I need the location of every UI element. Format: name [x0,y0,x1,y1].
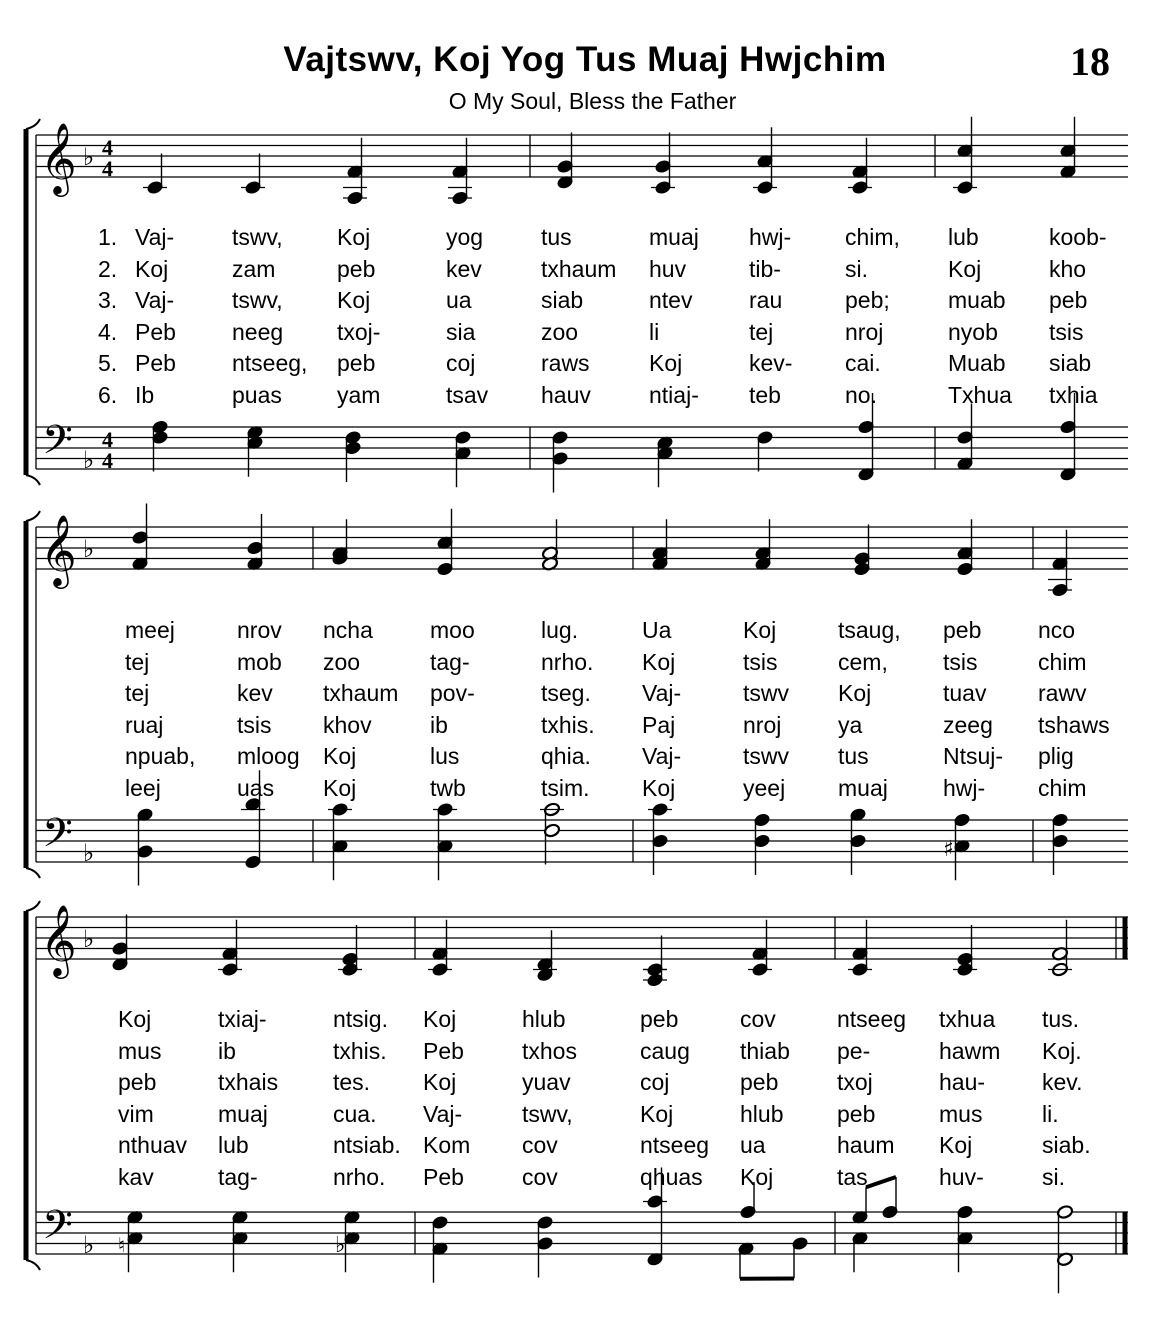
lyric-syllable: cai. [845,350,881,376]
lyric-syllable: caug [640,1037,690,1064]
lyric-syllable: mloog [237,743,300,769]
lyric-syllable: Txhua [948,381,1012,408]
lyric-syllable: Peb [135,350,176,376]
lyric-syllable: txhia [1049,381,1098,408]
lyric-syllable: rau [749,287,783,313]
lyric-syllable: ib [430,711,448,738]
lyric-syllable: li. [1042,1100,1059,1127]
lyric-syllable: kev- [749,350,793,376]
lyric-syllable: ntev [649,287,693,313]
lyric-syllable: Ua [642,617,672,643]
lyric-syllable: ntsiab. [333,1132,401,1158]
lyric-syllable: haum [837,1132,895,1158]
lyric-syllable: Koj [337,224,371,250]
lyric-syllable: yam [337,381,381,408]
time-signature: 4 [102,448,113,473]
lyric-syllable: peb [740,1069,779,1095]
lyric-syllable: li [649,318,660,345]
lyric-syllable: Peb [135,318,176,345]
lyric-syllable: tib- [749,255,781,282]
time-signature: 4 [102,427,113,452]
lyric-syllable: tswv, [522,1100,573,1127]
lyric-syllable: Muab [948,350,1006,376]
lyric-syllable: huv [649,255,687,282]
bass-clef-icon: 𝄢 [42,1202,73,1258]
lyric-syllable: nrho. [333,1163,386,1190]
lyric-syllable: tswv, [232,287,283,313]
hymn-subtitle: O My Soul, Bless the Father [448,88,737,114]
lyric-syllable: txhaum [541,255,617,282]
lyric-syllable: siab [541,287,584,313]
lyric-syllable: npuab, [125,743,196,769]
lyric-syllable: zam [232,255,276,282]
lyric-syllable: Ib [135,381,155,408]
lyric-syllable: tej [125,648,150,675]
treble-clef-icon: 𝄞 [40,903,77,976]
lyric-syllable: ib [218,1037,236,1064]
lyric-syllable: muaj [218,1100,268,1127]
lyric-syllable: coj [446,350,476,376]
lyric-syllable: Peb [423,1163,464,1190]
lyric-syllable: hwj- [749,224,792,250]
treble-clef-icon: 𝄞 [40,121,77,194]
lyric-syllable: muaj [649,224,699,250]
lyric-syllable: nrho. [541,648,594,675]
lyric-syllable: lus [430,743,460,769]
lyric-syllable: qhia. [541,743,591,769]
lyric-syllable: lug. [541,617,579,643]
lyric-syllable: mus [939,1100,983,1127]
lyric-syllable: Koj [423,1006,457,1032]
lyric-syllable: mus [118,1037,162,1064]
lyric-syllable: raws [541,350,590,376]
flat-key-signature: ♭ [83,839,95,867]
flat-key-signature: ♭ [83,143,95,171]
sharp-accidental: ♯ [943,837,954,862]
lyric-syllable: tswv, [232,224,283,250]
lyric-syllable: kev. [1042,1069,1083,1095]
lyric-syllable: tshaws [1038,711,1110,738]
lyric-syllable: tes. [333,1069,371,1095]
lyric-syllable: tsis [743,648,778,675]
lyric-syllable: tej [749,318,774,345]
lyric-syllable: hawm [939,1037,1001,1064]
lyric-syllable: Koj [939,1132,973,1158]
lyric-syllable: hauv [541,381,591,408]
lyric-syllable: no. [845,381,877,408]
lyric-syllable: txoj [837,1069,873,1095]
lyric-syllable: si. [1042,1163,1065,1190]
lyric-syllable: ntseeg [640,1132,710,1158]
lyric-syllable: nco [1038,617,1076,643]
lyric-syllable: nthuav [118,1132,188,1158]
lyric-syllable: tsis [237,711,272,738]
lyric-syllable: Koj [640,1100,674,1127]
lyric-syllable: tus [838,743,869,769]
lyric-syllable: twb [430,774,466,801]
lyric-syllable: nrov [237,617,282,643]
lyric-syllable: ua [740,1132,766,1158]
flat-key-signature: ♭ [83,925,95,953]
lyric-syllable: Koj [423,1069,457,1095]
lyric-syllable: tsis [1049,318,1084,345]
lyric-syllable: kav [118,1163,154,1190]
bass-clef-icon: 𝄢 [42,810,73,866]
lyric-syllable: sia [446,318,476,345]
lyric-syllable: Koj [642,774,676,801]
lyric-syllable: txoj- [337,318,381,345]
lyric-syllable: 3. [98,287,118,313]
lyric-syllable: 4. [98,318,118,345]
lyric-syllable: ncha [323,617,373,643]
lyric-syllable: peb [943,617,982,643]
flat-key-signature: ♭ [83,535,95,563]
lyric-syllable: ntiaj- [649,381,699,408]
lyric-syllable: tsis [943,648,978,675]
lyric-syllable: tus. [1042,1006,1080,1032]
lyric-syllable: txiaj- [218,1006,267,1032]
lyric-syllable: cov [522,1132,558,1158]
lyric-syllable: txhaum [323,680,399,706]
lyric-syllable: ya [838,711,863,738]
lyric-syllable: tus [541,224,572,250]
lyric-syllable: chim [1038,774,1087,801]
bracket-hook [26,511,40,521]
lyric-syllable: peb [337,350,376,376]
hymn-number: 18 [1070,39,1110,84]
lyric-syllable: hwj- [943,774,986,801]
lyric-syllable: Ntsuj- [943,743,1004,769]
lyric-syllable: Paj [642,711,676,738]
lyric-syllable: 6. [98,381,118,408]
lyric-syllable: puas [232,381,282,408]
lyric-syllable: txhos [522,1037,577,1064]
lyric-syllable: zoo [323,648,361,675]
beam [866,1177,896,1187]
lyric-syllable: vim [118,1100,154,1127]
lyric-syllable: cov [522,1163,558,1190]
lyric-syllable: Koj [948,255,982,282]
lyric-syllable: Vaj- [642,680,682,706]
lyric-syllable: si. [845,255,868,282]
lyric-syllable: zoo [541,318,579,345]
lyric-syllable: coj [640,1069,670,1095]
lyric-syllable: yeej [743,774,786,801]
lyric-syllable: txhis. [541,711,595,738]
lyric-syllable: ruaj [125,711,164,738]
lyric-syllable: plig [1038,743,1074,769]
lyric-syllable: yog [446,224,484,250]
lyric-syllable: nyob [948,318,998,345]
lyric-syllable: tag- [218,1163,258,1190]
hymn-title: Vajtswv, Koj Yog Tus Muaj Hwjchim [283,40,887,79]
lyric-syllable: ntseeg [837,1006,907,1032]
lyric-syllable: Kom [423,1132,471,1158]
lyric-syllable: zeeg [943,711,993,738]
lyric-syllable: tswv [743,743,789,769]
lyric-syllable: Vaj- [135,224,175,250]
lyric-syllable: Koj [642,648,676,675]
lyric-syllable: ua [446,287,472,313]
lyric-syllable: yuav [522,1069,571,1095]
lyric-syllable: 2. [98,255,118,282]
lyric-syllable: 5. [98,350,118,376]
lyric-syllable: Koj [323,774,357,801]
bracket-hook [26,1260,40,1270]
lyric-syllable: peb [118,1069,157,1095]
lyric-syllable: peb [337,255,376,282]
lyric-syllable: kev [446,255,482,282]
lyric-syllable: tej [125,680,150,706]
flat-key-signature: ♭ [83,446,95,474]
treble-clef-icon: 𝄞 [40,513,77,586]
lyric-syllable: qhuas [640,1163,703,1190]
lyric-syllable: tas [837,1163,868,1190]
lyric-syllable: tsim. [541,774,590,801]
lyric-syllable: lub [218,1132,249,1158]
lyric-syllable: huv- [939,1163,984,1190]
lyric-syllable: Koj [838,680,872,706]
lyric-syllable: tsav [446,381,489,408]
lyric-syllable: Peb [423,1037,464,1064]
lyric-syllable: teb [749,381,781,408]
lyric-syllable: moo [430,617,475,643]
lyric-syllable: tseg. [541,680,591,706]
lyric-syllable: hlub [522,1006,566,1032]
lyric-syllable: txhais [218,1069,279,1095]
bracket-hook [26,868,40,878]
lyric-syllable: nroj [743,711,782,738]
lyric-syllable: Koj [337,287,371,313]
time-signature: 4 [102,156,113,181]
lyric-syllable: peb [837,1100,876,1127]
lyric-syllable: hlub [740,1100,784,1127]
lyric-syllable: chim [1038,648,1087,675]
time-signature: 4 [102,135,113,160]
lyric-syllable: ntseeg, [232,350,308,376]
lyric-syllable: Koj [323,743,357,769]
lyric-syllable: neeg [232,318,284,345]
bass-clef-icon: 𝄢 [42,417,73,473]
lyric-syllable: cem, [838,648,888,675]
lyric-syllable: tag- [430,648,470,675]
lyric-syllable: Vaj- [135,287,175,313]
lyric-syllable: peb; [845,287,890,313]
lyric-syllable: tswv [743,680,789,706]
lyric-syllable: nroj [845,318,884,345]
lyric-syllable: siab [1049,350,1092,376]
lyric-syllable: tuav [943,680,987,706]
lyric-syllable: muaj [838,774,888,801]
lyric-syllable: Koj [135,255,169,282]
lyric-syllable: kho [1049,255,1087,282]
lyric-syllable: Koj [649,350,683,376]
lyric-syllable: meej [125,617,175,643]
lyric-syllable: kev [237,680,273,706]
bracket-hook [26,119,40,129]
bracket-hook [26,901,40,911]
lyric-syllable: Koj. [1042,1037,1082,1064]
bracket-hook [26,475,40,485]
lyric-syllable: chim, [845,224,900,250]
lyric-syllable: 1. [98,224,118,250]
flat-accidental: ♭ [335,1233,346,1258]
lyric-syllable: ntsig. [333,1006,388,1032]
lyric-syllable: siab. [1042,1132,1091,1158]
lyric-syllable: thiab [740,1037,790,1064]
natural-accidental: ♮ [118,1233,126,1257]
lyric-syllable: rawv [1038,680,1087,706]
lyric-syllable: hau- [939,1069,986,1095]
lyric-syllable: khov [323,711,372,738]
lyric-syllable: cov [740,1006,776,1032]
lyric-syllable: leej [125,774,161,801]
lyric-syllable: cua. [333,1100,377,1127]
lyric-syllable: muab [948,287,1006,313]
lyric-syllable: peb [1049,287,1088,313]
lyric-syllable: txhua [939,1006,996,1032]
lyric-syllable: Vaj- [642,743,682,769]
lyric-syllable: pe- [837,1037,871,1064]
lyric-syllable: koob- [1049,224,1107,250]
lyric-syllable: peb [640,1006,679,1032]
lyric-syllable: Koj [740,1163,774,1190]
lyric-syllable: Koj [118,1006,152,1032]
lyric-syllable: tsaug, [838,617,901,643]
lyric-syllable: txhis. [333,1037,387,1064]
lyric-syllable: lub [948,224,979,250]
lyric-syllable: Koj [743,617,777,643]
flat-key-signature: ♭ [83,1231,95,1259]
lyric-syllable: Vaj- [423,1100,463,1127]
lyric-syllable: mob [237,648,282,675]
lyric-syllable: uas [237,774,275,801]
lyric-syllable: pov- [430,680,475,706]
